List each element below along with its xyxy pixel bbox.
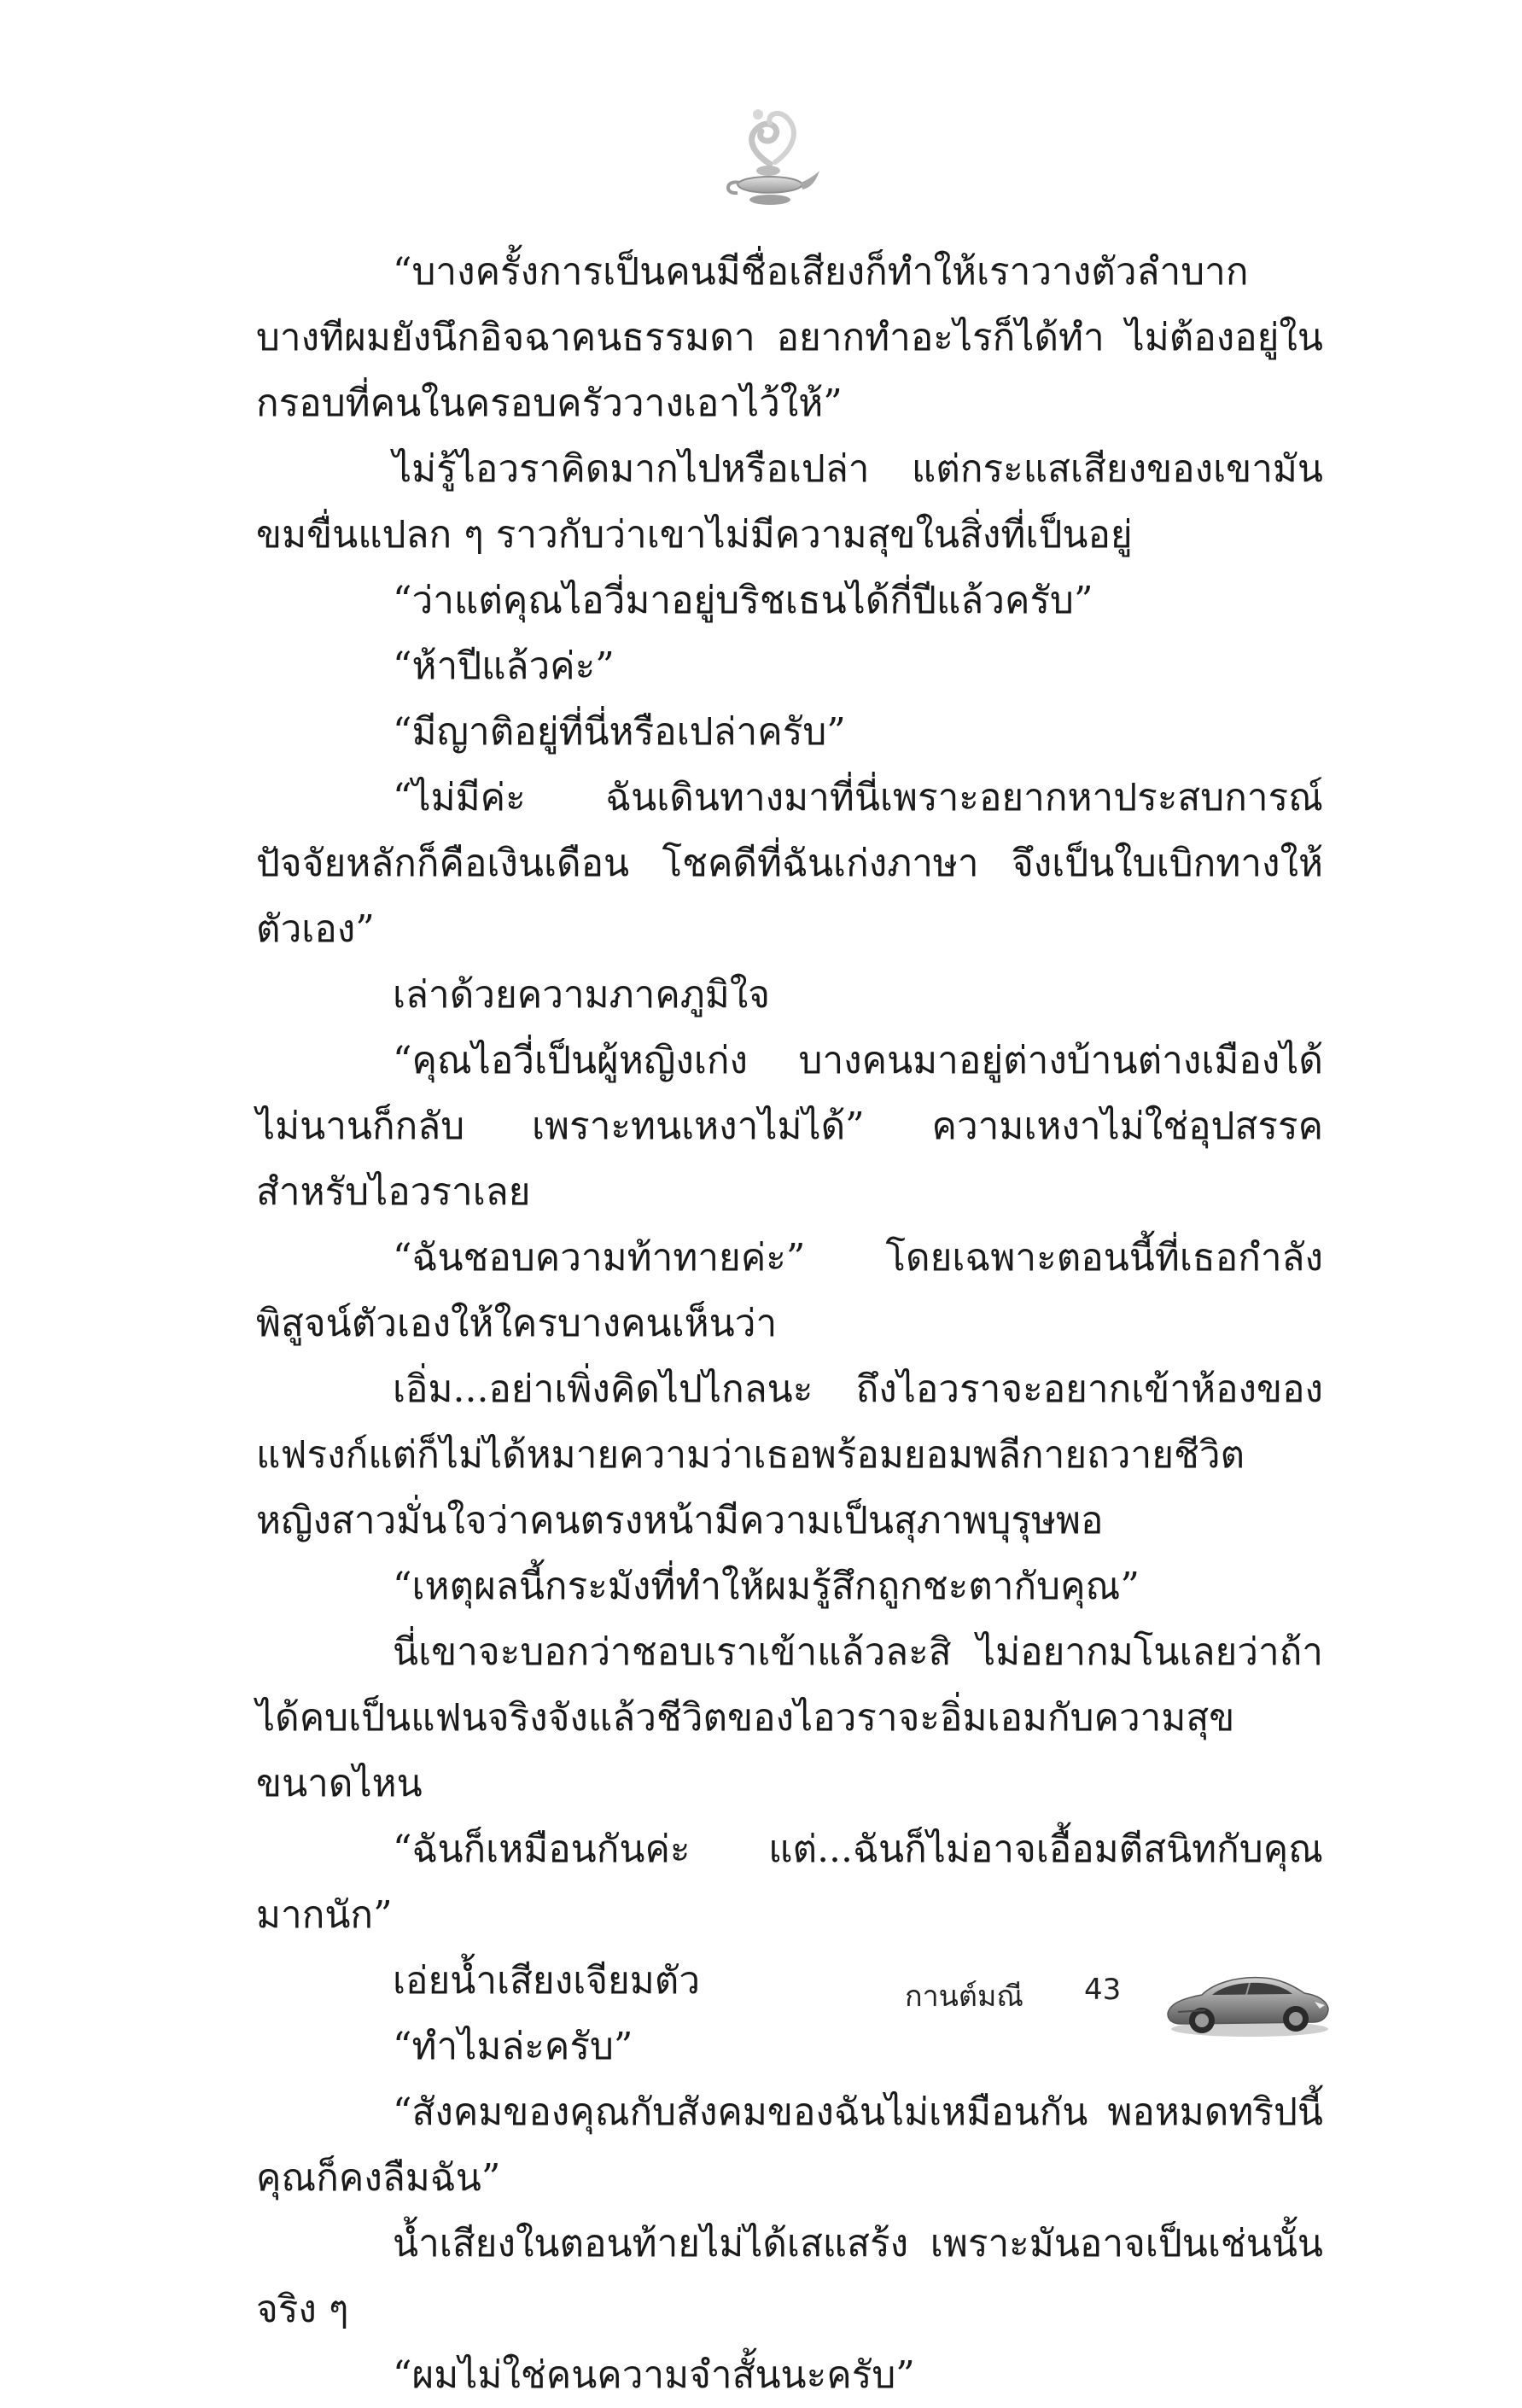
sports-car-icon — [1161, 1950, 1332, 2044]
paragraph: ไม่รู้ไอวราคิดมากไปหรือเปล่า แต่กระแสเสียงของเขามันขมขื่นแปลก ๆ ราวกับว่าเขาไม่มีความสุขในสิ่งที่เป็นอยู่ — [256, 447, 1323, 557]
paragraph: “ห้าปีแล้วค่ะ” — [393, 644, 615, 688]
paragraph: “บางครั้งการเป็นคนมีชื่อเสียงก็ทำให้เราวางตัวลำบาก บางทีผมยังนึกอิจฉาคนธรรมดา อยากทำอะไรก็ได้ทำ ไม่ต้องอยู่ในกรอบที่คนในครอบครัววางเอาไว้ให้” — [256, 250, 1323, 425]
paragraph: เอิ่ม...อย่าเพิ่งคิดไปไกลนะ ถึงไอวราจะอยากเข้าห้องของแฟรงก์แต่ก็ไม่ได้หมายความว่าเธอพร้อมยอมพลีกายถวายชีวิต หญิงสาวมั่นใจว่าคนตรงหน้ามีความเป็นสุภาพบุรุษพอ — [256, 1367, 1323, 1542]
paragraph: นี่เขาจะบอกว่าชอบเราเข้าแล้วละสิ ไม่อยากมโนเลยว่าถ้าได้คบเป็นแฟนจริงจังแล้วชีวิตของไอวราจะอิ่มเอมกับความสุขขนาดไหน — [256, 1630, 1323, 1805]
paragraph: เอ่ยน้ำเสียงเจียมตัว — [393, 1959, 701, 2003]
paragraph: “คุณไอวี่เป็นผู้หญิงเก่ง บางคนมาอยู่ต่างบ้านต่างเมืองได้ไม่นานก็กลับ เพราะทนเหงาไม่ได้” ความเหงาไม่ใช่อุปสรรคสำหรับไอวราเลย — [256, 1039, 1323, 1214]
page-number: 43 — [1084, 1973, 1122, 2007]
paragraph: เล่าด้วยความภาคภูมิใจ — [393, 973, 771, 1017]
paragraph: “ผมไม่ใช่คนความจำสั้นนะครับ” — [393, 2353, 915, 2397]
paragraph: “มีญาติอยู่ที่นี่หรือเปล่าครับ” — [393, 710, 846, 754]
paragraph: “เหตุผลนี้กระมังที่ทำให้ผมรู้สึกถูกชะตากับคุณ” — [393, 1565, 1140, 1608]
paragraph: “ทำไมล่ะครับ” — [393, 2025, 633, 2068]
magic-lamp-icon — [719, 102, 821, 213]
paragraph: “ฉันก็เหมือนกันค่ะ แต่...ฉันก็ไม่อาจเอื้อมตีสนิทกับคุณมากนัก” — [256, 1828, 1323, 1937]
paragraph: “สังคมของคุณกับสังคมของฉันไม่เหมือนกัน พอหมดทริปนี้คุณก็คงลืมฉัน” — [256, 2090, 1323, 2200]
paragraph: “ฉันชอบความท้าทายค่ะ” โดยเฉพาะตอนนี้ที่เธอกำลังพิสูจน์ตัวเองให้ใครบางคนเห็นว่า — [256, 1236, 1323, 1345]
author-name: กานต์มณี — [905, 1979, 1023, 2014]
paragraph: น้ำเสียงในตอนท้ายไม่ได้เสแสร้ง เพราะมันอาจเป็นเช่นนั้นจริง ๆ — [256, 2222, 1323, 2331]
page-footer — [905, 1950, 1332, 2053]
paragraph: “ไม่มีค่ะ ฉันเดินทางมาที่นี่เพราะอยากหาประสบการณ์ ปัจจัยหลักก็คือเงินเดือน โชคดีที่ฉันเก่งภาษา จึงเป็นใบเบิกทางให้ตัวเอง” — [256, 776, 1323, 951]
chapter-text — [256, 239, 1323, 2408]
paragraph: “ว่าแต่คุณไอวี่มาอยู่บริชเธนได้กี่ปีแล้วครับ” — [393, 579, 1093, 622]
